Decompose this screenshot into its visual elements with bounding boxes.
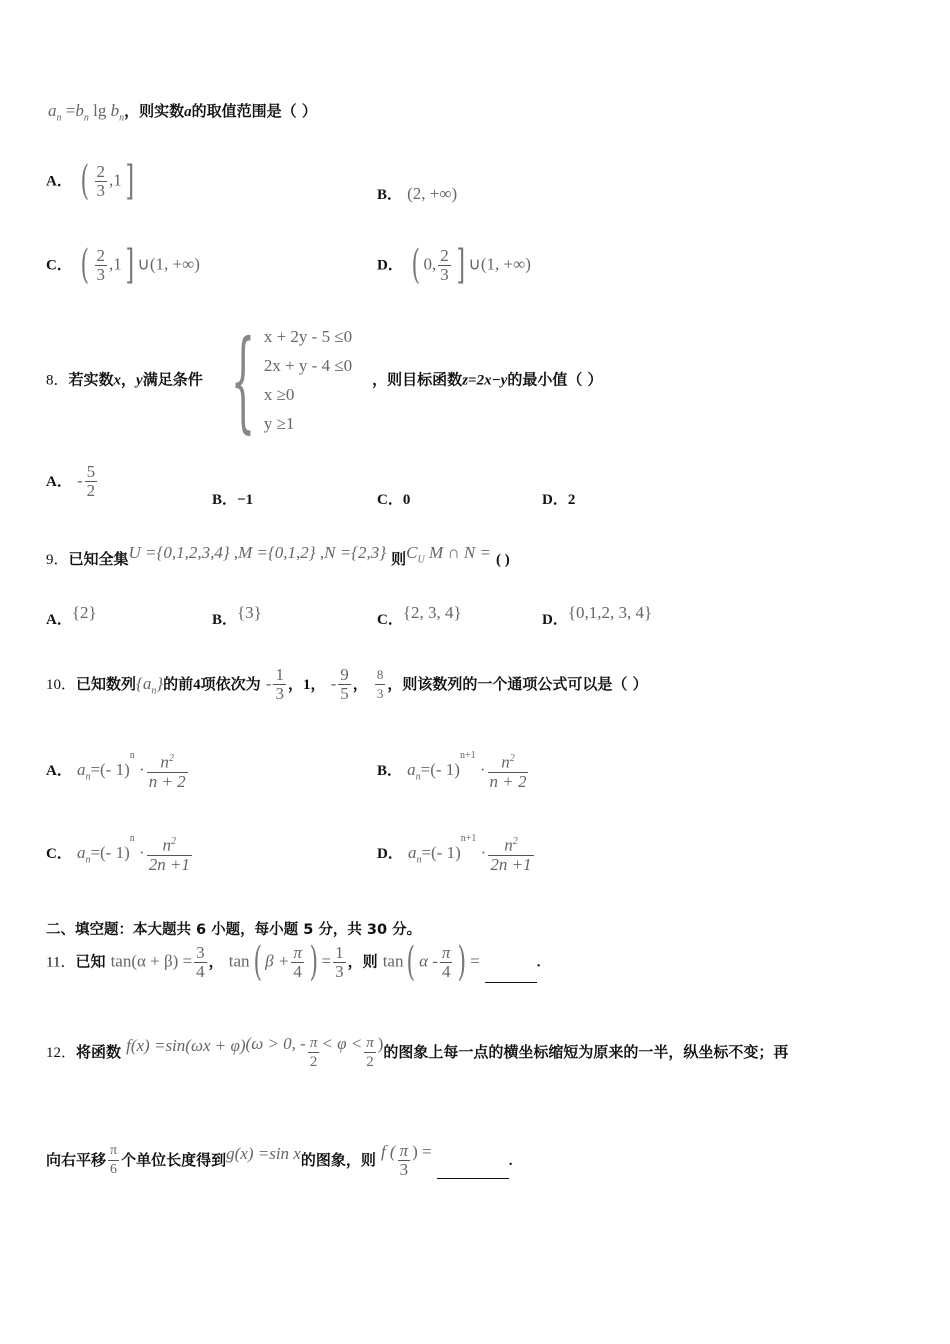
q8-option-c[interactable]: C．0 (377, 492, 411, 508)
q9-option-d[interactable]: D．{0,1,2, 3, 4} (542, 603, 653, 628)
q7-stem: $a_n =b_n$ $\lg b_n$，则实数a的取值范围是（ ） (48, 101, 317, 124)
q12-stem-line1: 12．将函数 f(x) =sin(ωx + φ)(ω > 0, - $\frac{\pi}{2}$ < φ < $\frac{\pi}{2}$ )的图象上每一点的横坐标缩短为原来的一半，纵坐标不变；再 (46, 1034, 789, 1070)
q10-option-a[interactable]: A． $a_n=(-$ 1)$^n$ · $\frac{n^2}{n + 2}$ (46, 750, 186, 791)
q9-stem: 9．已知全集U ={0,1,2,3,4} ,M ={0,1,2} ,N ={2,3} 则$C_U$ M ∩ N = ( ) (46, 543, 510, 568)
q7-option-b[interactable]: B． (2, +∞) (377, 184, 458, 203)
q7-formula: $a_n =b_n$ $\lg b_n$ (48, 101, 125, 124)
q10-option-d[interactable]: D． $a_n=(-$ 1)$^{n+1}$ · $\frac{n^2}{2n +1}$ (377, 833, 532, 874)
q8-option-a[interactable]: A． - $\frac{5}{2}$ (46, 462, 96, 500)
q7-option-a[interactable]: A． ( $\frac{2}{3}$ ,1] (46, 158, 134, 204)
q9-option-b[interactable]: B．{3} (212, 603, 262, 628)
q10-stem: 10．已知数列$\{a_n\}$的前4项依次为 - $\frac{1}{3}$ ，1， - $\frac{9}{5}$ ， $\frac{8}{3}$ ，则该数列的一个通项公式可以是（ ） (46, 665, 648, 703)
q9-option-a[interactable]: A．{2} (46, 603, 97, 628)
q10-option-b[interactable]: B． $a_n=(-$ 1)$^{n+1}$ · $\frac{n^2}{n + 2}$ (377, 750, 527, 791)
q8-stem: 8．若实数x，y满足条件 { x + 2y - 5 ≤0 2x + y - 4 ≤0 x ≥0 y ≥1 ，则目标函数z=2x−y的最小值（ ） (46, 316, 603, 444)
q12-answer-blank[interactable] (437, 1164, 509, 1179)
q7-option-c[interactable]: C． ( $\frac{2}{3}$ ,1] ∪(1, +∞) (46, 242, 200, 288)
section-heading-fill-in: 二、填空题：本大题共 6 小题，每小题 5 分，共 30 分。 (46, 922, 422, 938)
q8-conditions: x + 2y - 5 ≤0 2x + y - 4 ≤0 x ≥0 y ≥1 (263, 327, 353, 433)
q7-option-d[interactable]: D． ( 0, $\frac{2}{3}$ ] ∪(1, +∞) (377, 242, 531, 288)
q12-stem-line2: 向右平移 $\frac{\pi}{6}$ 个单位长度得到g(x) =sin x的图象，则 f ( $\frac{\pi}{3}$ ) = . (46, 1141, 513, 1179)
q8-conditions-brace: { (230, 316, 256, 444)
q11-stem: 11．已知 tan(α + β) = $\frac{3}{4}$ ， tan( β + $\frac{\pi}{4}$ ) = $\frac{1}{3}$ ，则 tan( α - $\frac{\pi}{4}$ ) = . (46, 939, 541, 985)
q8-option-b[interactable]: B．−1 (212, 492, 254, 508)
q10-option-c[interactable]: C． $a_n=(-$ 1)$^n$ · $\frac{n^2}{2n +1}$ (46, 833, 190, 874)
q8-option-d[interactable]: D．2 (542, 492, 576, 508)
q11-answer-blank[interactable] (485, 968, 537, 983)
q9-option-c[interactable]: C．{2, 3, 4} (377, 603, 462, 628)
